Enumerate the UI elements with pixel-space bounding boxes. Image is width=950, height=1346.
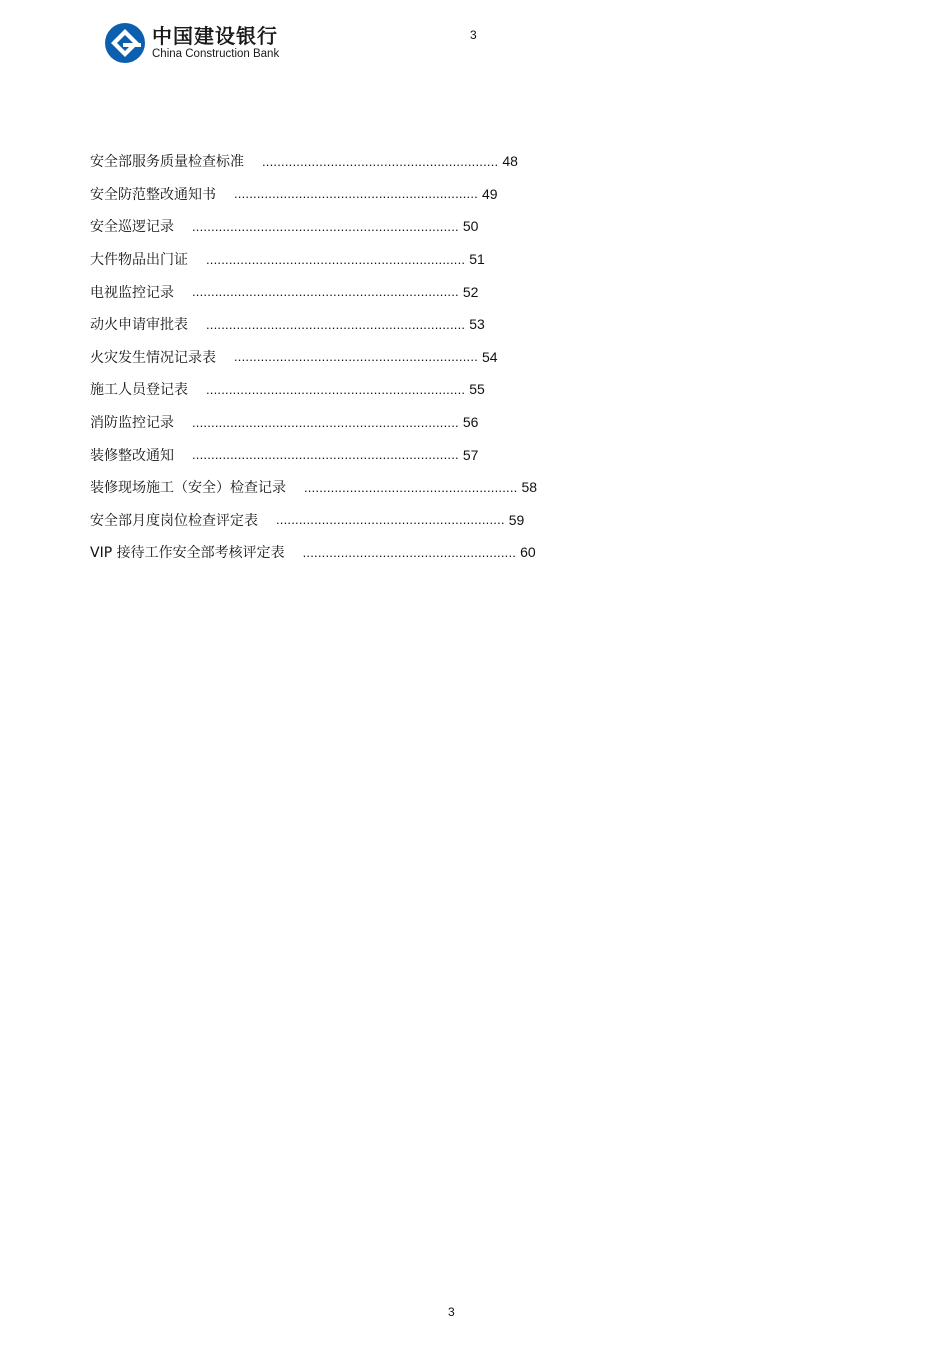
- toc-entry[interactable]: [90, 308, 537, 341]
- toc-entry-page: 54: [481, 348, 498, 365]
- bank-logo: [104, 22, 279, 64]
- toc-entry-page: 49: [481, 185, 498, 202]
- toc-entry[interactable]: [90, 178, 537, 211]
- toc-entry-title: 消防监控记录: [90, 415, 174, 432]
- toc-entry-page: 50: [462, 218, 479, 235]
- toc-entry-page: 59: [508, 511, 525, 528]
- toc-entry-page: 55: [469, 381, 485, 398]
- toc-leader-dots: ........................................................: [302, 544, 517, 560]
- toc-entry-page: 53: [469, 316, 485, 333]
- toc-entry-title: 大件物品出门证: [90, 252, 188, 269]
- footer-page-number: 3: [448, 1305, 455, 1319]
- toc-entry-title: 电视监控记录: [90, 284, 174, 301]
- toc-entry-page: 58: [521, 479, 538, 496]
- toc-leader-dots: ............................................................: [276, 512, 505, 528]
- toc-leader-dots: ..............................................................: [262, 153, 499, 169]
- toc-entry[interactable]: [90, 275, 537, 308]
- toc-leader-dots: ....................................................................: [206, 316, 466, 332]
- toc-entry-title: 施工人员登记表: [90, 382, 188, 399]
- toc-leader-dots: ......................................................................: [192, 218, 459, 234]
- toc-entry-title: 装修整改通知: [90, 447, 174, 464]
- toc-leader-dots: ................................................................: [234, 349, 478, 365]
- ccb-logo-icon: [104, 22, 146, 64]
- table-of-contents: [90, 145, 537, 569]
- toc-leader-dots: ....................................................................: [206, 251, 466, 267]
- toc-entry-page: 52: [462, 283, 479, 300]
- toc-entry-title: 动火申请审批表: [90, 317, 188, 334]
- toc-entry-title: 装修现场施工（安全）检查记录: [90, 480, 286, 497]
- toc-entry[interactable]: [90, 145, 537, 178]
- toc-entry-page: 57: [462, 446, 479, 463]
- toc-entry[interactable]: [90, 243, 537, 276]
- toc-entry-page: 56: [462, 414, 479, 431]
- toc-entry-title: 火灾发生情况记录表: [90, 349, 216, 366]
- toc-entry[interactable]: [90, 406, 537, 439]
- logo-english-name: China Construction Bank: [152, 47, 280, 60]
- toc-leader-dots: ................................................................: [234, 186, 478, 202]
- toc-leader-dots: ......................................................................: [192, 414, 459, 430]
- toc-entry[interactable]: [90, 210, 537, 243]
- toc-entry[interactable]: [90, 471, 537, 504]
- toc-leader-dots: ....................................................................: [206, 381, 466, 397]
- toc-entry-title: 安全巡逻记录: [90, 219, 174, 236]
- toc-entry[interactable]: [90, 341, 537, 374]
- header-page-number: 3: [470, 28, 477, 42]
- toc-entry-title: 安全部月度岗位检查评定表: [90, 512, 258, 529]
- toc-entry[interactable]: [90, 373, 537, 406]
- toc-entry-page: 51: [469, 251, 485, 268]
- toc-entry-page: 60: [520, 544, 536, 561]
- toc-entry[interactable]: [90, 504, 537, 537]
- toc-entry-page: 48: [502, 153, 518, 170]
- toc-leader-dots: ........................................................: [304, 479, 518, 495]
- logo-chinese-name: 中国建设银行: [152, 23, 278, 48]
- toc-leader-dots: ......................................................................: [192, 284, 459, 300]
- toc-leader-dots: ......................................................................: [192, 447, 459, 463]
- toc-entry-title: VIP 接待工作安全部考核评定表: [90, 545, 285, 562]
- toc-entry[interactable]: [90, 438, 537, 471]
- toc-entry-title: 安全部服务质量检查标准: [90, 154, 244, 171]
- toc-entry-title: 安全防范整改通知书: [90, 186, 216, 203]
- toc-entry[interactable]: [90, 536, 537, 569]
